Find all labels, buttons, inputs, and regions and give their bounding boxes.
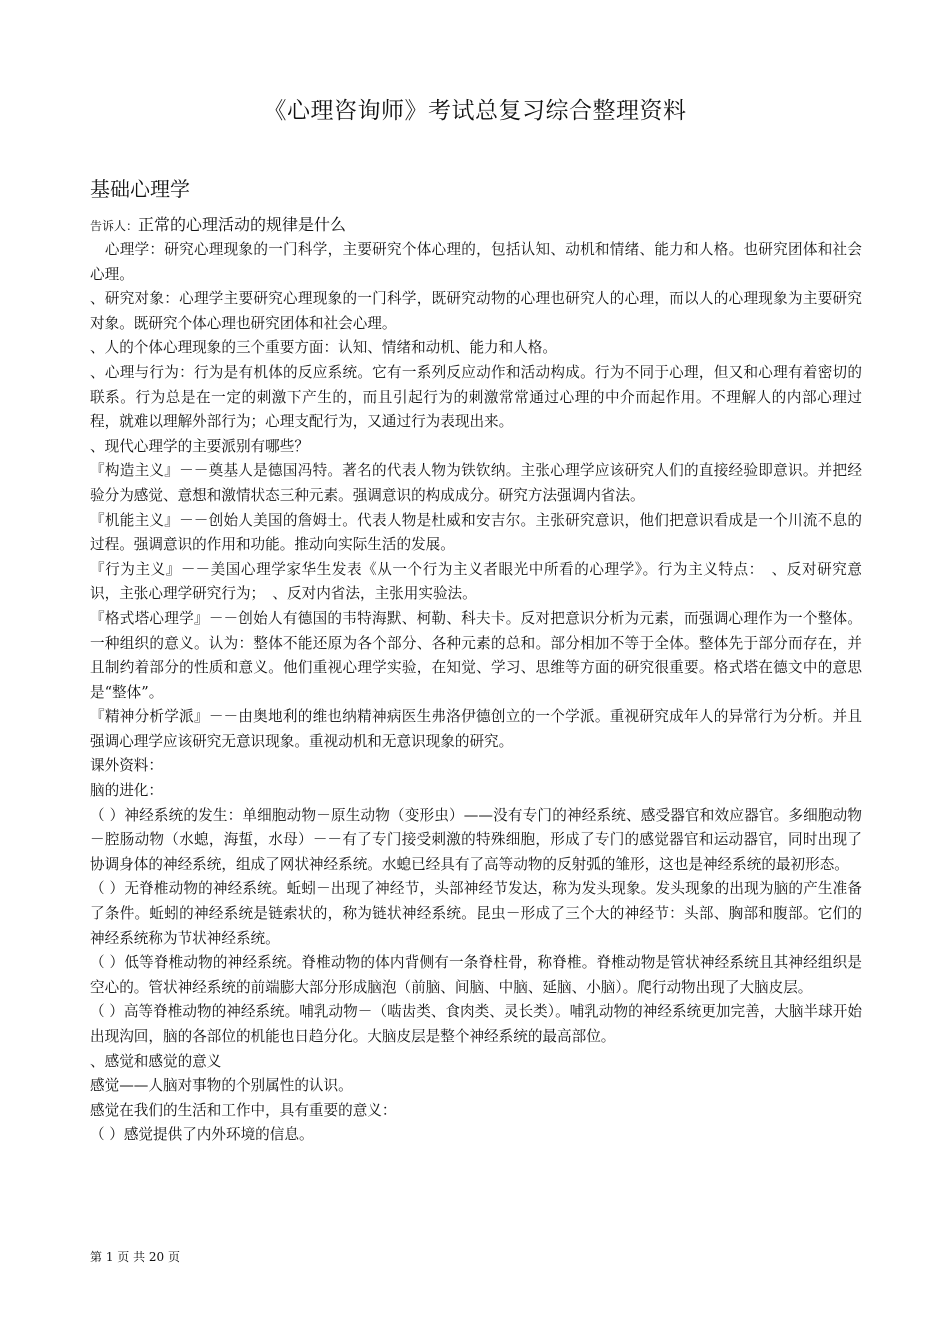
question-title: 正常的心理活动的规律是什么: [138, 215, 347, 234]
paragraph: 『行为主义』－－美国心理学家华生发表《从一个行为主义者眼光中所看的心理学》。行为主义特点： 、反对研究意识，主张心理学研究行为； 、反对内省法，主张用实验法。: [90, 560, 862, 603]
paragraph: 感觉——人脑对事物的个别属性的认识。: [90, 1077, 353, 1095]
question-prefix: 告诉人：: [90, 219, 139, 233]
document-body: [90, 238, 862, 1148]
document-title: 《心理咨询师》考试总复习综合整理资料: [263, 98, 687, 124]
paragraph: （ ）高等脊椎动物的神经系统。哺乳动物－（啮齿类、食肉类、灵长类）。哺乳动物的神经系统更加完善，大脑半球开始出现沟回，脑的各部位的机能也日趋分化。大脑皮层是整个神经系统的最高部位。: [90, 1003, 862, 1045]
paragraph: 、感觉和感觉的意义: [90, 1052, 222, 1070]
paragraph: （ ）感觉提供了内外环境的信息。: [90, 1126, 314, 1144]
paragraph: 、人的个体心理现象的三个重要方面：认知、情绪和动机、能力和人格。: [90, 339, 558, 357]
paragraph: 、心理与行为：行为是有机体的反应系统。它有一系列反应动作和活动构成。行为不同于心理，但又和心理有着密切的联系。行为总是在一定的刺激下产生的，而且引起行为的刺激常常通过心理的中介而起作用。不理解人的内部心理过程，就难以理解外部行为；心理支配行为，又通过行为表现出来。: [90, 363, 862, 431]
question-heading: [90, 212, 346, 235]
paragraph: （ ）低等脊椎动物的神经系统。脊椎动物的体内背侧有一条脊柱骨，称脊椎。脊椎动物是管状神经系统且其神经组织是空心的。管状神经系统的前端膨大部分形成脑泡（前脑、间脑、中脑、延脑、小脑）。爬行动物出现了大脑皮层。: [90, 954, 862, 996]
paragraph: 、研究对象：心理学主要研究心理现象的一门科学，既研究动物的心理也研究人的心理，而以人的心理现象为主要研究对象。既研究个体心理也研究团体和社会心理。: [90, 290, 862, 332]
paragraph: 心理学：研究心理现象的一门科学，主要研究个体心理的，包括认知、动机和情绪、能力和人格。也研究团体和社会心理。: [90, 241, 862, 283]
paragraph: 脑的进化：: [90, 782, 163, 800]
paragraph: 『精神分析学派』－－由奥地利的维也纳精神病医生弗洛伊德创立的一个学派。重视研究成年人的异常行为分析。并且强调心理学应该研究无意识现象。重视动机和无意识现象的研究。: [90, 708, 862, 750]
paragraph: 『构造主义』－－奠基人是德国冯特。著名的代表人物为铁钦纳。主张心理学应该研究人们的直接经验即意识。并把经验分为感觉、意想和激情状态三种元素。强调意识的构成成分。研究方法强调内省法。: [90, 462, 862, 504]
section-title: 基础心理学: [90, 177, 190, 201]
paragraph: 『机能主义』－－创始人美国的詹姆士。代表人物是杜威和安吉尔。主张研究意识，他们把意识看成是一个川流不息的过程。强调意识的作用和功能。推动向实际生活的发展。: [90, 511, 862, 554]
paragraph: 感觉在我们的生活和工作中，具有重要的意义：: [90, 1101, 397, 1119]
paragraph: （ ）神经系统的发生：单细胞动物－原生动物（变形虫）——没有专门的神经系统、感受器官和效应器官。多细胞动物－腔肠动物（水螅，海蜇，水母）－－有了专门接受刺激的特殊细胞，形成了专门的感觉器官和运动器官，同时出现了协调身体的神经系统，组成了网状神经系统。水螅已经具有了高等动物的反射弧的雏形，这也是神经系统的最初形态。: [90, 806, 862, 873]
paragraph: 课外资料：: [90, 757, 163, 775]
paragraph: 『格式塔心理学』－－创始人有德国的韦特海默、柯勒、科夫卡。反对把意识分析为元素，而强调心理作为一个整体。一种组织的意义。认为：整体不能还原为各个部分、各种元素的总和。部分相加不等于全体。整体先于部分而存在，并且制约着部分的性质和意义。他们重视心理学实验，在知觉、学习、思维等方面的研究很重要。格式塔在德文中的意思是“整体”。: [90, 609, 862, 701]
paragraph: （ ）无脊椎动物的神经系统。蚯蚓－出现了神经节，头部神经节发达，称为发头现象。发头现象的出现为脑的产生准备了条件。蚯蚓的神经系统是链索状的，称为链状神经系统。昆虫－形成了三个大的神经节：头部、胸部和腹部。它们的神经系统称为节状神经系统。: [90, 880, 862, 947]
paragraph: 、现代心理学的主要派别有哪些？: [90, 437, 309, 455]
page-footer: 第 1 页 共 20 页: [90, 1250, 180, 1264]
